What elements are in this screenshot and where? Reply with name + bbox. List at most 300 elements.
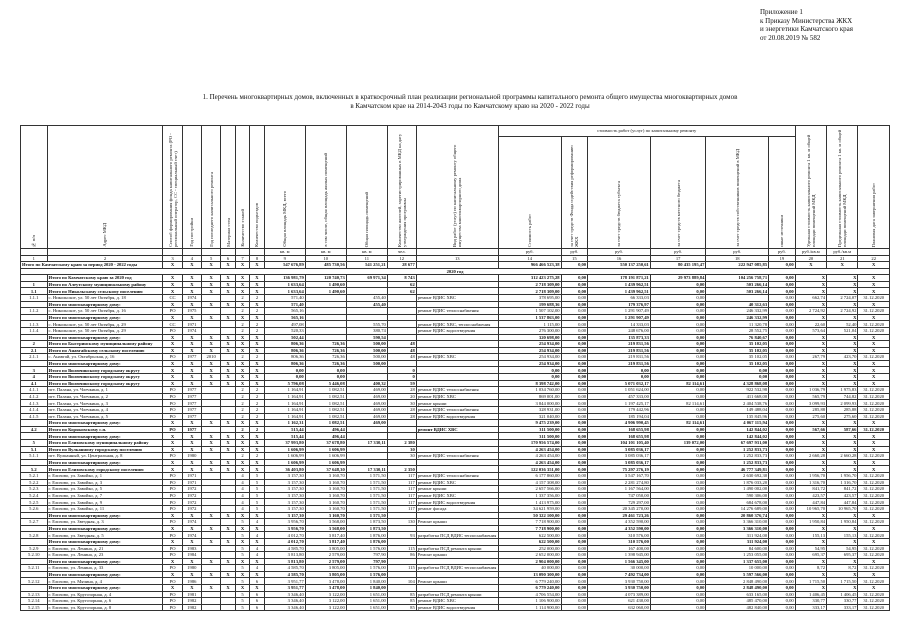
row-cell: 54,95 [827,545,858,552]
row-cell: РО [163,486,182,493]
row-cell [202,499,221,506]
header-cell [769,137,796,249]
row-cell: 254 934,00 [498,354,561,361]
row-cell: 4 [235,486,249,493]
row-cell: X [163,585,182,592]
row-cell: 0,00 [769,288,796,295]
row-cell: X [858,275,890,282]
column-number-cell: 8 [250,255,264,261]
row-cell: X [858,341,890,348]
column-number-cell: 16 [588,255,651,261]
row-cell [416,558,498,565]
total-cell: X [858,261,890,268]
row-cell: 0,00 [561,440,588,447]
row-cell: 1 606,99 [264,459,305,466]
total-cell: 550 137 250,61 [588,261,651,268]
row-cell: X [235,420,249,427]
row-cell: 1 252 833,73 [706,446,769,453]
row-cell: 423,57 [795,492,826,499]
row-cell: 4 [235,492,249,499]
row-cell: X [858,585,890,592]
row-cell: 0,00 [498,374,561,381]
row-cell [221,407,235,414]
row-cell [346,314,387,321]
column-number-cell: 11 [346,255,387,261]
header-cell [346,126,387,249]
row-cell: X [795,571,826,578]
total-cell: X [827,261,858,268]
row-cell: X [795,585,826,592]
row-cell: 30 [387,400,416,407]
row-cell: 0,00 [769,466,796,473]
row-cell: 0,00 [769,367,796,374]
row-cell: 5 [235,532,249,539]
row-cell [305,334,346,341]
row-cell: X [858,347,890,354]
row-cell [221,565,235,572]
row-cell: 1 715,50 [827,578,858,585]
row-cell: 310 576,00 [588,532,651,539]
row-cell: 3 568,00 [305,525,346,532]
row-cell: 0,00 [650,393,706,400]
row-cell: 31.12.2020 [858,321,890,328]
row-cell: 447,84 [795,499,826,506]
row-cell [202,532,221,539]
row-cell: ремонт ВДИС ХВС [416,479,498,486]
row-cell: 3 085 036,17 [588,446,651,453]
row-cell: 82 114,61 [650,380,706,387]
row-cell: 2 404 538,76 [706,400,769,407]
header-label: № п/п [31,234,37,247]
row-cell: 5 071 032,17 [588,380,651,387]
row-cell: 11 320,78 [706,321,769,328]
row-cell: 3 122,00 [305,591,346,598]
row-number: 5.2.10 [21,552,48,559]
row-cell: 2 630 692,30 [706,472,769,479]
row-cell: 2 [235,407,249,414]
row-cell: X [858,433,890,440]
row-address: Итого по Вилючинскому городскому округу [47,380,163,387]
total-cell: X [235,261,249,268]
row-cell [305,314,346,321]
row-cell: 0,00 [769,433,796,440]
row-cell: 1 566 345,00 [588,558,651,565]
row-cell: РО [163,578,182,585]
row-number: 1.1.4 [21,327,48,334]
row-cell: 447,84 [827,499,858,506]
row-cell: X [202,420,221,427]
row-cell [387,327,416,334]
row-number [21,585,48,592]
row-cell: 633 165,00 [706,591,769,598]
row-cell: X [827,360,858,367]
row-cell: 8 743 [387,275,416,282]
row-cell: 4 [250,532,264,539]
header-cell [706,137,769,249]
row-cell: 0,00 [769,492,796,499]
row-cell [202,598,221,605]
row-cell: РО [163,532,182,539]
row-cell: 115 [387,565,416,572]
row-cell: 3 346,40 [264,598,305,605]
row-number [21,301,48,308]
row-cell [202,578,221,585]
row-cell: 4 706 554,00 [498,591,561,598]
row-number: 5.2.11 [21,565,48,572]
row-cell: 311 924,00 [706,538,769,545]
row-cell: 31.12.2020 [858,486,890,493]
row-cell: X [827,525,858,532]
row-cell: 321 040,00 [498,413,561,420]
row-cell [305,294,346,301]
row-cell: 0,00 [561,525,588,532]
table-row [21,281,890,288]
row-cell: 0,00 [769,314,796,321]
row-number: 5.2.12 [21,578,48,585]
row-cell: 0,00 [769,420,796,427]
row-cell: 3 157,30 [264,472,305,479]
row-cell: X [827,367,858,374]
row-cell: 1 337 655,00 [706,558,769,565]
row-cell: 254 934,00 [498,341,561,348]
header-cell [416,126,498,249]
row-cell: 5 [250,479,264,486]
row-cell: 1975 [182,308,201,315]
row-cell: X [827,281,858,288]
row-cell [202,393,221,400]
row-cell: 1971 [182,321,201,328]
row-cell: 2 [250,327,264,334]
row-cell: X [202,347,221,354]
row-cell: 469,00 [346,387,387,394]
row-number: 5.1 [21,446,48,453]
row-cell: 2 [235,308,249,315]
row-cell: 5 [250,499,264,506]
row-cell: 0,00 [561,321,588,328]
total-cell: 541 251,21 [346,261,387,268]
row-cell: ремонт фасада [416,505,498,512]
header-cell [182,126,201,249]
row-cell: 0,00 [264,367,305,374]
row-cell: Ремонт крыши [416,578,498,585]
row-cell: 104 [387,578,416,585]
row-cell: 0,00 [769,532,796,539]
row-cell [387,538,416,545]
row-cell: ремонт ВДИС ХВС [416,294,498,301]
row-cell: X [250,360,264,367]
row-cell: 117 [387,492,416,499]
row-cell: 3 346,40 [264,591,305,598]
row-cell [202,545,221,552]
row-cell: 1972 [182,492,201,499]
row-number: 5.2.14 [21,598,48,605]
row-cell: 0,00 [561,552,588,559]
row-cell: 2 657 566,00 [498,486,561,493]
row-cell: 0,00 [650,525,706,532]
row-cell: 122 036 351,00 [498,466,561,473]
row-cell: 168 655,98 [588,426,651,433]
row-cell: X [182,374,201,381]
row-cell: 179 376,97 [588,301,651,308]
row-cell: X [795,360,826,367]
row-cell: 5 [235,545,249,552]
row-cell [416,281,498,288]
row-cell: 5 [235,598,249,605]
row-cell [202,387,221,394]
row-cell: 0,00 [650,499,706,506]
row-cell [346,308,387,315]
row-cell: 0,00 [769,499,796,506]
row-number: 5.2.1 [21,472,48,479]
row-cell: 0,00 [561,446,588,453]
row-cell [416,380,498,387]
row-cell: 684 678,00 [706,499,769,506]
row-cell: 0,00 [561,565,588,572]
row-cell: 2 [250,413,264,420]
row-cell: 1 082,51 [305,413,346,420]
row-cell: 1 106 900,00 [498,598,561,605]
row-cell: 31.12.2020 [858,308,890,315]
row-address: пгт. Палана, ул. Члечкина, д. 1 [47,387,163,394]
row-cell: 0,00 [650,314,706,321]
row-cell: 869 001,00 [498,393,561,400]
row-cell: X [795,341,826,348]
row-cell: X [827,341,858,348]
row-cell: 29 461 723,26 [588,512,651,519]
row-cell: 0,00 [769,393,796,400]
row-cell: 4 [250,565,264,572]
row-cell [346,459,387,466]
column-number-cell: 21 [827,255,858,261]
row-cell: X [827,374,858,381]
row-cell: 254 934,00 [498,360,561,367]
row-cell: 37 678,80 [305,440,346,447]
row-cell: 0,00 [650,571,706,578]
row-cell: 500,00 [346,360,387,367]
row-cell: 521,04 [827,327,858,334]
row-cell: 0,00 [650,472,706,479]
row-cell: 3 568,00 [305,519,346,526]
row-cell: X [163,459,182,466]
row-cell: 4 [235,505,249,512]
row-cell: 2 660,28 [827,453,858,460]
row-cell: 1 167 564,00 [588,486,651,493]
row-number: 5.1.1 [21,453,48,460]
row-cell: X [163,288,182,295]
row-cell [416,440,498,447]
row-cell [387,525,416,532]
row-cell: X [221,571,235,578]
header-cell [202,126,221,249]
row-cell: 0,00 [588,374,651,381]
row-cell: 555,70 [346,321,387,328]
row-cell: 4 328 868,08 [706,380,769,387]
table-row [21,374,890,381]
table-row [21,341,890,348]
row-cell: 1 490 002,00 [706,486,769,493]
row-cell: X [221,360,235,367]
row-cell: 0,00 [650,327,706,334]
header-label: за счет средств собственников помещений в МКД [734,149,740,247]
row-cell: 1 034 760,00 [498,387,561,394]
row-cell: СС [163,321,182,328]
row-cell: разработка ПСД ремонта крыши [416,591,498,598]
row-cell: 3 085 036,17 [588,459,651,466]
row-cell: X [163,374,182,381]
row-cell: 3 085 036,17 [588,453,651,460]
row-cell: 0,00 [561,327,588,334]
row-cell: 1974 [182,532,201,539]
row-cell [416,275,498,282]
row-cell: X [182,301,201,308]
row-cell: 252 000,00 [498,545,561,552]
row-cell: 0,00 [561,453,588,460]
table-row [21,393,890,400]
row-cell: 35 102,05 [706,341,769,348]
row-cell: 130 [387,519,416,526]
row-cell: 1 576,00 [346,545,387,552]
table-row [21,367,890,374]
row-cell: 622 500,00 [498,532,561,539]
row-cell: 1 082,51 [305,407,346,414]
row-cell: 0,00 [769,407,796,414]
row-cell: 0,00 [561,400,588,407]
row-cell: 0,00 [650,585,706,592]
table-row [21,505,890,512]
header-cell [250,126,264,249]
row-address: пгт. Палана, ул. Члечкина, д. 3 [47,400,163,407]
row-cell: X [250,288,264,295]
row-cell: 219 831,56 [588,341,651,348]
row-cell: 3 160,70 [305,499,346,506]
row-cell: 31.12.2020 [858,578,890,585]
row-cell: РО [163,354,182,361]
row-cell: 0,00 [650,558,706,565]
row-cell [416,466,498,473]
appendix-line: Приложение 1 [760,8,803,16]
row-cell [221,591,235,598]
row-cell [221,354,235,361]
row-cell: X [235,433,249,440]
row-cell: 139 072,00 [650,440,706,447]
row-number: 5.2.15 [21,604,48,611]
row-number: 4.1.1 [21,387,48,394]
table-row [21,525,890,532]
row-cell: X [858,367,890,374]
row-cell: 10 000,00 [706,565,769,572]
row-cell: X [827,558,858,565]
row-cell: 168 655,98 [588,433,651,440]
row-cell: 2 579,00 [305,552,346,559]
row-cell: 31.12.2020 [858,479,890,486]
row-cell: 496,44 [305,426,346,433]
row-cell: 2 [250,354,264,361]
row-cell: X [221,314,235,321]
total-cell: 28 677 [387,261,416,268]
row-cell: X [250,420,264,427]
row-cell: 0,00 [769,552,796,559]
row-cell: X [827,446,858,453]
table-row [21,591,890,598]
row-cell: 104 256 758,71 [706,275,769,282]
table-row [21,565,890,572]
row-address: Итого по многоквартирному дому: [47,525,163,532]
row-cell: X [827,440,858,447]
row-cell: 590,54 [346,334,387,341]
row-address: г. Елизово, ул. Завойко, д. 9 [47,499,163,506]
row-cell: 0,00 [264,374,305,381]
row-cell: X [182,420,201,427]
row-cell [387,301,416,308]
row-cell [221,387,235,394]
row-cell: 4 [235,479,249,486]
row-cell: 1 164,91 [264,407,305,414]
column-number-cell: 17 [650,255,706,261]
row-cell: 3 805,00 [305,565,346,572]
row-cell: 1974 [182,294,201,301]
row-cell: X [795,275,826,282]
row-cell: X [250,446,264,453]
row-cell: ремонт крыши [416,486,498,493]
row-cell: 3 160,70 [305,479,346,486]
row-cell: 1977 [182,354,201,361]
row-cell: РО [163,387,182,394]
unit-cell: руб. [561,249,588,255]
row-cell: X [182,466,201,473]
row-cell: 4 352 590,00 [588,525,651,532]
row-address: г. Елизово, ул. Мячина, д. 4 [47,578,163,585]
row-cell: X [163,433,182,440]
row-cell: 1 571,50 [346,492,387,499]
row-cell: X [182,585,201,592]
row-cell [221,505,235,512]
row-address: Итого по многоквартирному дому: [47,314,163,321]
row-cell: X [235,446,249,453]
row-cell: 1 956,70 [827,472,858,479]
row-cell: ремонт ВДИС ХВС [416,393,498,400]
row-cell: 3 805,00 [305,571,346,578]
row-cell [387,314,416,321]
row-cell: 185 194,04 [588,413,651,420]
row-cell: 0,00 [650,591,706,598]
row-cell: 411 668,00 [706,393,769,400]
row-cell: 1 051 624,00 [588,387,651,394]
row-cell: X [795,334,826,341]
row-cell [416,538,498,545]
unit-cell: кв. м [305,249,346,255]
row-cell: X [235,360,249,367]
row-cell: 2 [250,321,264,328]
row-cell: 5 446,08 [305,380,346,387]
row-cell: 1 571,50 [346,486,387,493]
row-cell [387,321,416,328]
row-cell: 3 478,00 [305,578,346,585]
row-cell: 0,00 [650,552,706,559]
row-cell: ремонт ВДИС ХВС [416,492,498,499]
row-cell: X [795,288,826,295]
row-cell: 35 102,05 [706,360,769,367]
row-cell: 3 160,70 [305,512,346,519]
row-cell: X [795,367,826,374]
row-cell: 0,00 [305,367,346,374]
column-number-cell: 10 [305,255,346,261]
row-cell: 1 606,99 [264,453,305,460]
row-cell: X [235,301,249,308]
row-cell: 1 876 033,20 [706,479,769,486]
row-cell [202,294,221,301]
row-address: с. Анавгай, ул. Октябрьская, д. 16 [47,354,163,361]
row-cell: 797,90 [346,558,387,565]
